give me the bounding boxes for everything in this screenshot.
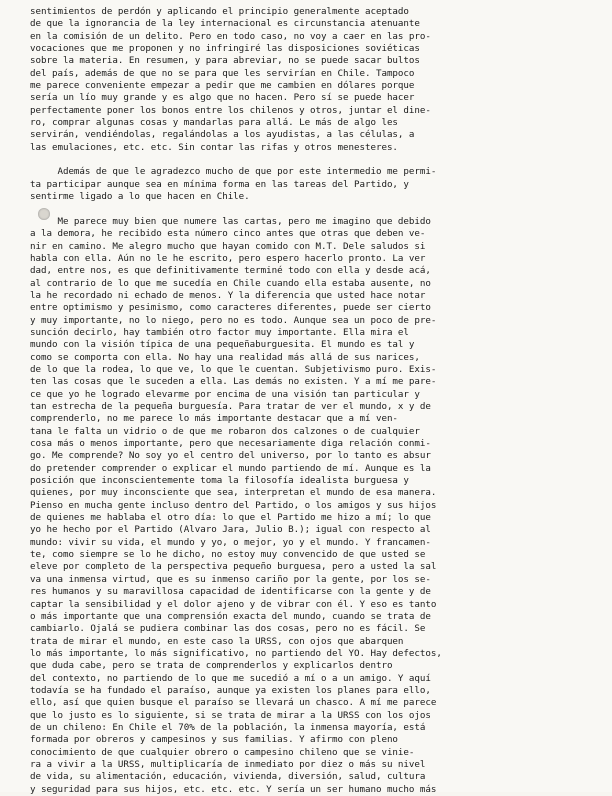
text-line: Me parece muy bien que numere las cartas, pero me imagino que debido — [30, 215, 431, 227]
text-line: ta participar aunque sea en mínima forma en las tareas del Partido, y — [30, 178, 409, 190]
text-line: mundo: vivir su vida, el mundo y yo, o mejor, yo y el mundo. Y francamen- — [30, 536, 431, 548]
text-line: de un chileno: En Chile el 70% de la población, la inmensa mayoría, está — [30, 721, 426, 733]
text-line: y seguridad para sus hijos, etc. etc. etc. Y sería un ser humano mucho más — [30, 783, 437, 795]
text-line: tan estrecha de la pequeña burguesía. Para tratar de ver el mundo, x y de — [30, 401, 431, 412]
text-line: perfectamente poner los bonos entre los chilenos y otros, juntar el dine- — [30, 104, 431, 116]
text-line: sunción decirlo, hay también otro factor muy importante. Ella mira el — [30, 326, 409, 338]
text-line: sentirme ligado a lo que hacen en Chile. — [30, 191, 250, 203]
text-line: comprenderlo, no me parece lo más importante destacar que a mí ven- — [30, 413, 398, 425]
text-line: tana le falta un vidrio o de que me robaron dos calzones o de cualquier — [30, 425, 420, 437]
text-line: en la comisión de un delito. Pero en todo caso, no voy a caer en las pro- — [30, 30, 431, 42]
text-line: va una inmensa virtud, que es su inmenso cariño por la gente, por los se- — [30, 573, 431, 585]
text-line: sobre la materia. En resumen, y para abreviar, no se puede sacar bultos — [30, 55, 420, 67]
text-line: servirán, vendiéndolas, regalándolas a los ayudistas, a las células, a — [30, 129, 415, 141]
text-line: de que la ignorancia de la ley internacional es circunstancia atenuante — [30, 18, 420, 30]
text-line: Además de que le agradezco mucho de que por este intermedio me permi- — [30, 166, 437, 178]
text-line: do pretender comprender o explicar el mundo partiendo de mí. Aunque es la — [30, 462, 431, 474]
text-line: ce que yo he logrado elevarme por encima de una visión tan particular y — [30, 388, 420, 400]
text-line: posición que inconscientemente toma la filosofía idealista burguesa y — [30, 475, 409, 487]
text-line: como se comporta con ella. No hay una realidad más allá de sus narices, — [30, 351, 420, 363]
text-line: eleve por completo de la perspectiva pequeño burguesa, pero a usted la sal — [30, 561, 437, 573]
text-line: sería un lío muy grande y es algo que no hacen. Pero sí se puede hacer — [30, 92, 415, 104]
text-line: go. Me comprende? No soy yo el centro del universo, por lo tanto es absur — [30, 450, 431, 462]
text-line: formada por obreros y campesinos y sus familias. Y afirmo con pleno — [30, 734, 398, 746]
text-line: cambiarlo. Ojalá se pudiera combinar las dos cosas, pero no es fácil. Se — [30, 623, 426, 635]
paragraph-gap — [30, 154, 590, 166]
text-line: mundo con la visión típica de una pequeñaburguesita. El mundo es tal y — [30, 339, 415, 351]
text-line: ro, comprar algunas cosas y mandarlas para allá. Le más de algo les — [30, 117, 398, 129]
text-line: te, como siempre se lo he dicho, no estoy muy convencido de que usted se — [30, 549, 426, 561]
text-line: al contrario de lo que me sucedía en Chile cuando ella estaba ausente, no — [30, 277, 431, 289]
typewritten-letter-body — [30, 6, 590, 796]
text-line: captar la sensibilidad y el dolor ajeno y de vibrar con él. Y eso es tanto — [30, 598, 437, 610]
text-line: ello, así que quien busque el paraíso se llevará un chasco. A mí me parece — [30, 697, 437, 709]
text-line: lo más importante, lo más significativo, no partiendo del YO. Hay defectos, — [30, 647, 442, 659]
text-line: habla con ella. Aún no le he escrito, pero espero hacerlo pronto. La ver — [30, 252, 426, 264]
text-line: Pienso en mucha gente incluso dentro del Partido, o los amigos y sus hijos — [30, 499, 437, 511]
text-line: ra a vivir a la URSS, multiplicaría de inmediato por diez o más su nivel — [30, 758, 426, 770]
text-line: conocimiento de que cualquier obrero o campesino chileno que se vinie- — [30, 746, 415, 758]
text-line: sentimientos de perdón y aplicando el principio generalmente aceptado — [30, 6, 409, 17]
text-line: que duda cabe, pero se trata de comprenderlos y explicarlos dentro — [30, 660, 393, 672]
text-line: de quienes me hablaba el otro día: lo que el Partido me hizo a mí; lo que — [30, 512, 431, 524]
paragraph-gap — [30, 204, 590, 216]
text-line: que lo justo es lo siguiente, si se trata de mirar a la URSS con los ojos — [30, 709, 431, 721]
text-line: del país, además de que no se para que les servirían en Chile. Tampoco — [30, 67, 415, 79]
text-line: las emulaciones, etc. etc. Sin contar las rifas y otros menesteres. — [30, 141, 398, 153]
text-line: me parece conveniente empezar a pedir que me cambien en dólares porque — [30, 80, 415, 92]
text-line: o más importante que una comprensión exacta del mundo, cuando se trata de — [30, 610, 431, 622]
text-line: quienes, por muy inconsciente que sea, interpretan el mundo de esa manera. — [30, 487, 437, 499]
text-line: la he recordado ni echado de menos. Y la diferencia que usted hace notar — [30, 289, 426, 301]
text-line: vocaciones que me proponen y no infringiré las disposiciones soviéticas — [30, 43, 420, 55]
text-line: trata de mirar el mundo, en este caso la URSS, con ojos que abarquen — [30, 635, 404, 647]
text-line: yo he hecho por el Partido (Alvaro Jara, Julio B.); igual con respecto al — [30, 524, 431, 536]
text-line: cosa más o menos importante, pero que necesariamente diga relación conmi- — [30, 438, 431, 450]
text-line: entre optimismo y pesimismo, como caracteres diferentes, puede ser cierto — [30, 302, 431, 314]
text-line: del contexto, no partiendo de lo que me sucedió a mí o a un amigo. Y aquí — [30, 672, 431, 684]
text-line: ten las cosas que le suceden a ella. Las demás no existen. Y a mí me pare- — [30, 376, 437, 388]
text-line: y muy importante, no lo niego, pero no es todo. Aunque sea un poco de pre- — [30, 314, 437, 326]
text-line: de vida, su alimentación, educación, vivienda, diversión, salud, cultura — [30, 771, 426, 783]
text-line: dad, entre nos, es que definitivamente terminé todo con ella y desde acá, — [30, 265, 431, 277]
text-line: nir en camino. Me alegro mucho que hayan comido con M.T. Dele saludos si — [30, 240, 426, 252]
text-line: de lo que la rodea, lo que ve, lo que le cuentan. Subjetivismo puro. Exis- — [30, 363, 437, 375]
text-line: a la demora, he recibido esta número cinco antes que otras que deben ve- — [30, 228, 426, 240]
text-line: res humanos y su maravillosa capacidad de identificarse con la gente y de — [30, 586, 431, 598]
text-line: todavía se ha fundado el paraíso, aunque ya existen los planes para ello, — [30, 684, 431, 696]
